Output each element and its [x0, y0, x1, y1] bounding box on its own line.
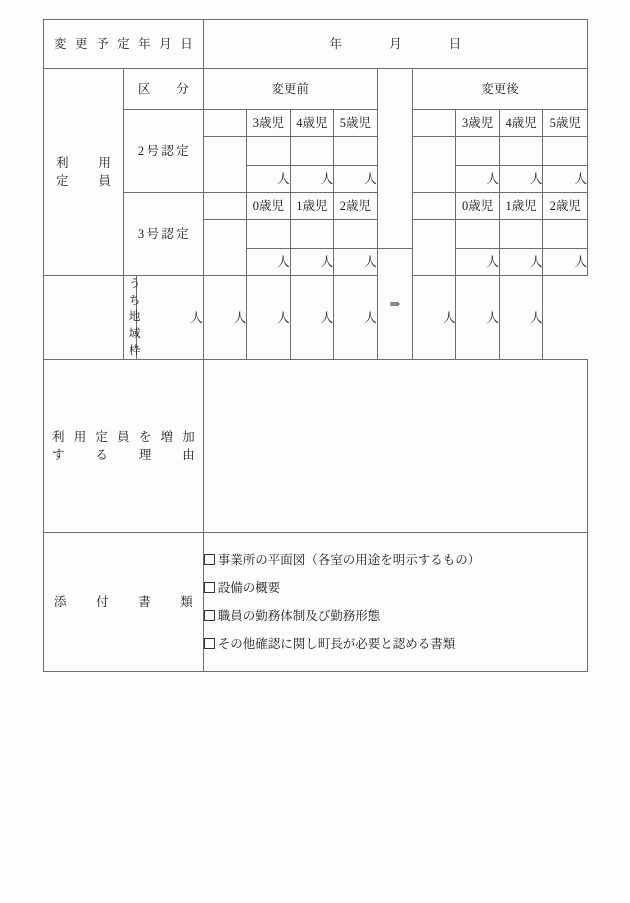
- attachment-item-0[interactable]: [204, 553, 587, 568]
- before-age-input-3-0[interactable]: [247, 220, 290, 249]
- before-age-unit-2-2: 人: [334, 166, 377, 193]
- before-age-unit-3-2: 人: [334, 249, 377, 276]
- attachment-item-2[interactable]: [204, 609, 587, 624]
- before-total-header-3: [203, 193, 246, 220]
- before-age-header-2-0: 3歳児: [247, 110, 290, 137]
- after-age-header-3-1: 1歳児: [499, 193, 542, 220]
- kubun-header-row: [44, 69, 588, 110]
- after-chiiki-unit-0[interactable]: 人: [412, 276, 455, 360]
- after-age-header-2-1: 4歳児: [499, 110, 542, 137]
- before-total-input-3[interactable]: [203, 220, 246, 276]
- before-age-input-2-0[interactable]: [247, 137, 290, 166]
- date-label: 変更予定年月日: [54, 36, 193, 51]
- attachment-label-cell: [44, 533, 204, 672]
- before-chiiki-unit-total[interactable]: 人: [137, 276, 204, 360]
- capacity-row-label-line2: 定員: [56, 174, 111, 188]
- date-year-unit: 年: [329, 36, 342, 51]
- before-age-input-3-1[interactable]: [290, 220, 333, 249]
- chiikiwaku-indent-spacer: [44, 276, 124, 360]
- capacity-row-label-line1: 利用: [56, 155, 111, 170]
- capacity-change-form: [43, 19, 588, 672]
- attachment-item-label-2: 職員の勤務体制及び勤務形態: [217, 608, 381, 623]
- attachment-row: [44, 533, 588, 672]
- chiikiwaku-label: うち地域枠: [128, 278, 141, 357]
- after-age-unit-3-0: 人: [456, 249, 499, 276]
- checkbox-icon[interactable]: [204, 638, 215, 649]
- attachment-item-1[interactable]: [204, 581, 587, 596]
- after-header-cell: 変更後: [412, 69, 587, 110]
- reason-input-area[interactable]: [203, 360, 587, 533]
- before-age-unit-3-1: 人: [290, 249, 333, 276]
- reason-label-line1: 利用定員を増加: [52, 430, 195, 445]
- kubun-header-cell: [123, 69, 203, 110]
- attachment-item-label-1: 設備の概要: [217, 580, 281, 595]
- after-age-unit-3-1: 人: [499, 249, 542, 276]
- before-header-cell: 変更前: [203, 69, 377, 110]
- before-age-input-3-2[interactable]: [334, 220, 377, 249]
- capacity-row-label-block: [44, 154, 123, 190]
- after-age-input-3-0[interactable]: [456, 220, 499, 249]
- checkbox-icon[interactable]: [204, 582, 215, 593]
- after-age-input-3-1[interactable]: [499, 220, 542, 249]
- group-label-cell-2: [123, 110, 203, 193]
- attachment-list: [203, 533, 587, 672]
- before-age-unit-3-0: 人: [247, 249, 290, 276]
- checkbox-icon[interactable]: [204, 610, 215, 621]
- before-chiiki-unit-0[interactable]: 人: [203, 276, 246, 360]
- after-age-header-3-0: 0歳児: [456, 193, 499, 220]
- before-age-header-3-0: 0歳児: [247, 193, 290, 220]
- date-day-unit: 日: [448, 36, 462, 51]
- after-chiiki-unit-total[interactable]: 人: [334, 276, 377, 360]
- after-age-unit-2-2: 人: [543, 166, 588, 193]
- before-age-input-2-2[interactable]: [334, 137, 377, 166]
- date-label-cell: [44, 20, 204, 69]
- before-age-header-3-2: 2歳児: [334, 193, 377, 220]
- after-age-unit-2-0: 人: [456, 166, 499, 193]
- before-age-header-3-1: 1歳児: [290, 193, 333, 220]
- after-age-input-2-1[interactable]: [499, 137, 542, 166]
- after-age-input-2-2[interactable]: [543, 137, 588, 166]
- after-age-unit-3-2: 人: [543, 249, 588, 276]
- after-chiiki-unit-1[interactable]: 人: [456, 276, 499, 360]
- group2-age-header-row: [44, 110, 588, 137]
- after-age-unit-2-1: 人: [499, 166, 542, 193]
- after-total-input-2[interactable]: [412, 137, 455, 193]
- date-row: [44, 20, 588, 69]
- change-arrow-icon: ⇒: [377, 249, 412, 360]
- after-total-input-3[interactable]: [412, 220, 455, 276]
- before-total-input-2[interactable]: [203, 137, 246, 193]
- attachment-label: 添付書類: [54, 595, 193, 610]
- reason-row: [44, 360, 588, 533]
- reason-label-line2: する理由: [52, 448, 195, 463]
- reason-label-cell: [44, 360, 204, 533]
- before-age-header-2-2: 5歳児: [334, 110, 377, 137]
- chiikiwaku-label-cell: [123, 276, 141, 360]
- before-age-input-2-1[interactable]: [290, 137, 333, 166]
- arrow-spacer-top: [377, 69, 412, 249]
- attachment-item-label-0: 事業所の平面図（各室の用途を明示するもの）: [217, 552, 481, 567]
- group3-age-header-row: [44, 193, 588, 220]
- group-label-3: 3号認定: [137, 226, 189, 241]
- group-label-2: 2号認定: [137, 143, 189, 158]
- kubun-label: 区 分: [137, 81, 189, 96]
- before-chiiki-unit-2[interactable]: 人: [290, 276, 333, 360]
- capacity-row-label-cell: [44, 69, 124, 276]
- before-age-unit-2-1: 人: [290, 166, 333, 193]
- date-fields: [307, 35, 483, 53]
- after-total-header-3: [412, 193, 455, 220]
- checkbox-icon[interactable]: [204, 554, 215, 565]
- after-age-header-3-2: 2歳児: [543, 193, 588, 220]
- after-age-header-2-2: 5歳児: [543, 110, 588, 137]
- before-age-unit-2-0: 人: [247, 166, 290, 193]
- after-age-input-2-0[interactable]: [456, 137, 499, 166]
- date-value-cell[interactable]: [203, 20, 587, 69]
- after-chiiki-unit-2[interactable]: 人: [499, 276, 542, 360]
- date-month-unit: 月: [389, 36, 402, 51]
- attachment-item-label-3: その他確認に関し町長が必要と認める書類: [217, 636, 456, 651]
- after-age-header-2-0: 3歳児: [456, 110, 499, 137]
- chiikiwaku-row: [44, 276, 588, 360]
- before-total-header-2: [203, 110, 246, 137]
- after-age-input-3-2[interactable]: [543, 220, 588, 249]
- attachment-item-3[interactable]: [204, 637, 587, 652]
- before-chiiki-unit-1[interactable]: 人: [247, 276, 290, 360]
- before-age-header-2-1: 4歳児: [290, 110, 333, 137]
- after-total-header-2: [412, 110, 455, 137]
- group-label-cell-3: [123, 193, 203, 276]
